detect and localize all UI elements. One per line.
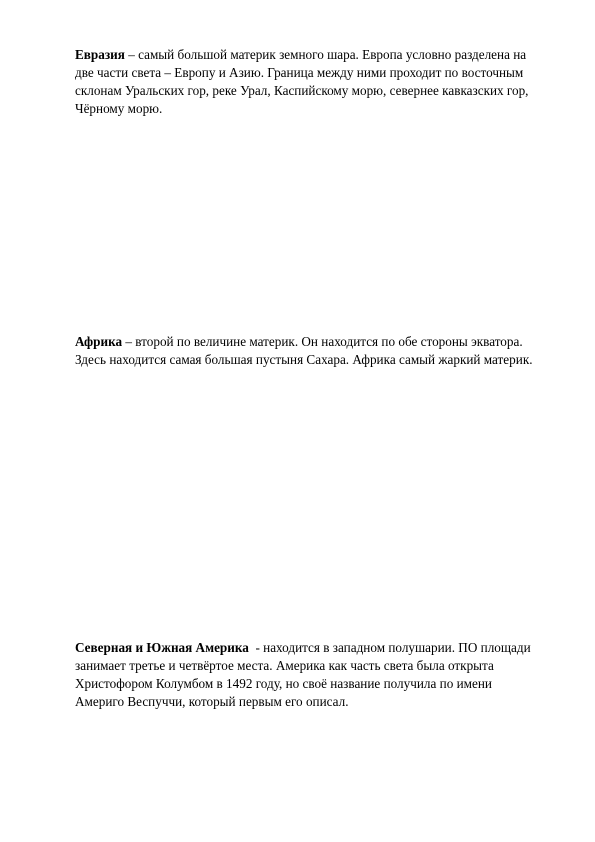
term-africa: Африка [75,334,123,349]
paragraph-line: Америго Веспуччи, который первым его описал. [75,694,349,709]
paragraph-line [75,333,565,351]
paragraph-line: Христофором Колумбом в 1492 году, но своё название получила по имени [75,676,492,691]
term-america: Северная и Южная Америка [75,640,249,655]
paragraph-line: занимает третье и четвёртое места. Америка как часть света была открыта [75,658,494,673]
paragraph-text: – самый большой материк земного шара. Европа условно разделена на [124,47,527,62]
paragraph-text: – второй по величине материк. Он находится по обе стороны экватора. [122,334,523,349]
paragraph-america [75,639,565,711]
paragraph-line [75,639,565,657]
paragraph-line [75,46,565,64]
paragraph-line: Чёрному морю. [75,101,163,116]
paragraph-eurasia [75,46,565,118]
paragraph-text: - находится в западном полушарии. ПО площади [248,640,531,655]
paragraph-line: Здесь находится самая большая пустыня Сахара. Африка самый жаркий материк. [75,352,533,367]
paragraph-africa [75,333,565,369]
paragraph-line: две части света – Европу и Азию. Граница между ними проходит по восточным [75,65,524,80]
term-eurasia: Евразия [75,47,125,62]
paragraph-line: склонам Уральских гор, реке Урал, Каспийскому морю, севернее кавказских гор, [75,83,529,98]
